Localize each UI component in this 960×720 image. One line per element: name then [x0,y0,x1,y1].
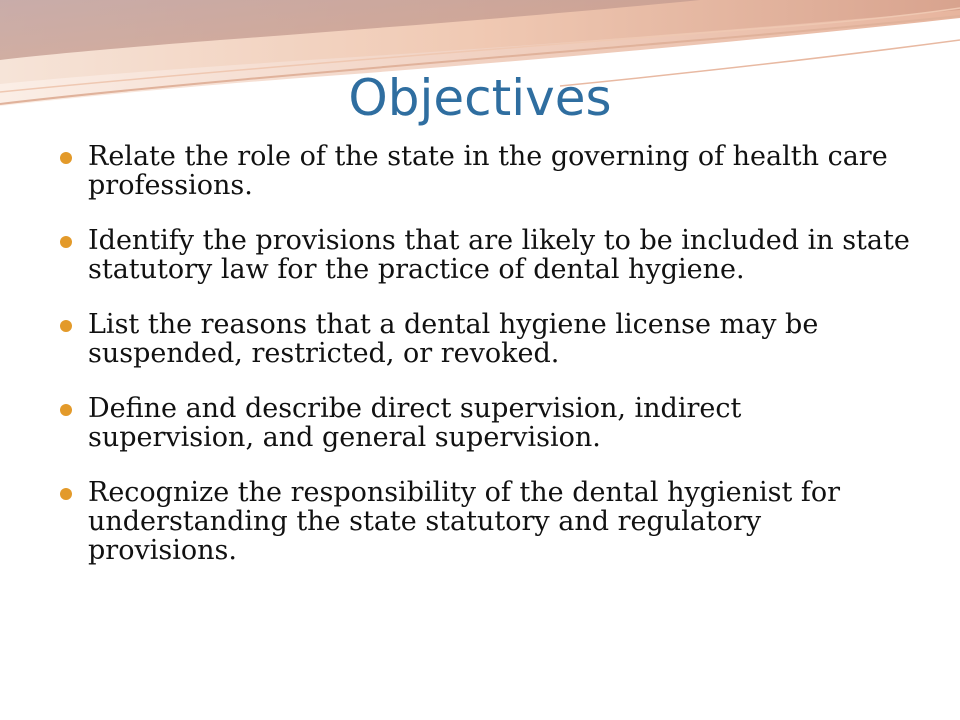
objectives-list [60,142,910,591]
bullet-dot-icon [60,320,72,332]
bullet-dot-icon [60,488,72,500]
bullet-dot-icon [60,152,72,164]
list-item [60,478,910,565]
list-item [60,310,910,368]
bullet-text: Relate the role of the state in the governing of health care professions. [88,141,888,201]
bullet-text: List the reasons that a dental hygiene license may be suspended, restricted, or revoked. [88,309,819,369]
bullet-text: Recognize the responsibility of the dental hygienist for understanding the state statutory and regulatory provisions. [88,477,841,566]
bullet-text: Identify the provisions that are likely to be included in state statutory law for the practice of dental hygiene. [88,225,910,285]
list-item [60,142,910,200]
slide-title: Objectives [348,69,612,127]
bullet-dot-icon [60,404,72,416]
list-item [60,226,910,284]
list-item [60,394,910,452]
bullet-dot-icon [60,236,72,248]
bullet-text: Define and describe direct supervision, indirect supervision, and general supervision. [88,393,742,453]
